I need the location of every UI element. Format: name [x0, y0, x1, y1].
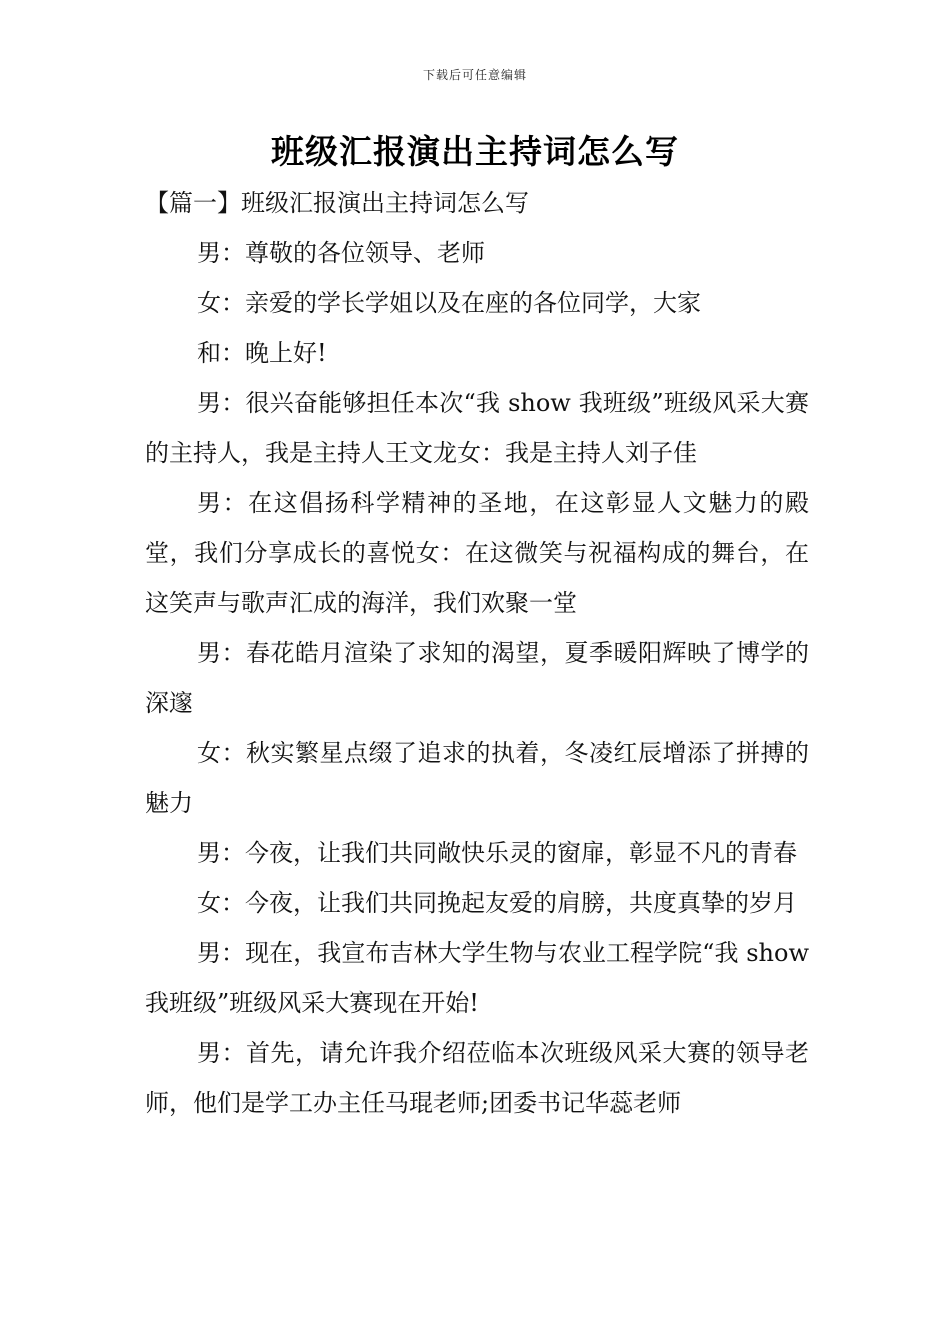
- paragraph: 男：在这倡扬科学精神的圣地，在这彰显人文魅力的殿堂，我们分享成长的喜悦女：在这微笑与祝福构成的舞台，在这笑声与歌声汇成的海洋，我们欢聚一堂: [145, 489, 809, 617]
- paragraph: 女：亲爱的学长学姐以及在座的各位同学，大家: [197, 289, 701, 317]
- document-body: [145, 178, 809, 1128]
- header-note: 下载后可任意编辑: [422, 68, 527, 82]
- paragraph: 男：春花皓月渲染了求知的渴望，夏季暖阳辉映了博学的深邃: [145, 639, 809, 717]
- document-title: 班级汇报演出主持词怎么写: [271, 132, 679, 171]
- paragraph: 男：很兴奋能够担任本次“我 show 我班级”班级风采大赛的主持人，我是主持人王文龙女：我是主持人刘子佳: [145, 389, 809, 467]
- paragraph: 和：晚上好!: [197, 339, 327, 367]
- paragraph: 男：首先，请允许我介绍莅临本次班级风采大赛的领导老师，他们是学工办主任马琨老师;团委书记华蕊老师: [145, 1039, 809, 1117]
- paragraph: 女：今夜，让我们共同挽起友爱的肩膀，共度真挚的岁月: [197, 889, 797, 917]
- paragraph: 男：尊敬的各位领导、老师: [197, 239, 485, 267]
- paragraph: 女：秋实繁星点缀了追求的执着，冬凌红辰增添了拼搏的魅力: [145, 739, 809, 817]
- section-heading: 【篇一】班级汇报演出主持词怎么写: [145, 189, 529, 217]
- paragraph: 男：现在，我宣布吉林大学生物与农业工程学院“我 show 我班级”班级风采大赛现在开始!: [145, 939, 809, 1017]
- paragraph: 男：今夜，让我们共同敞快乐灵的窗扉，彰显不凡的青春: [197, 839, 797, 867]
